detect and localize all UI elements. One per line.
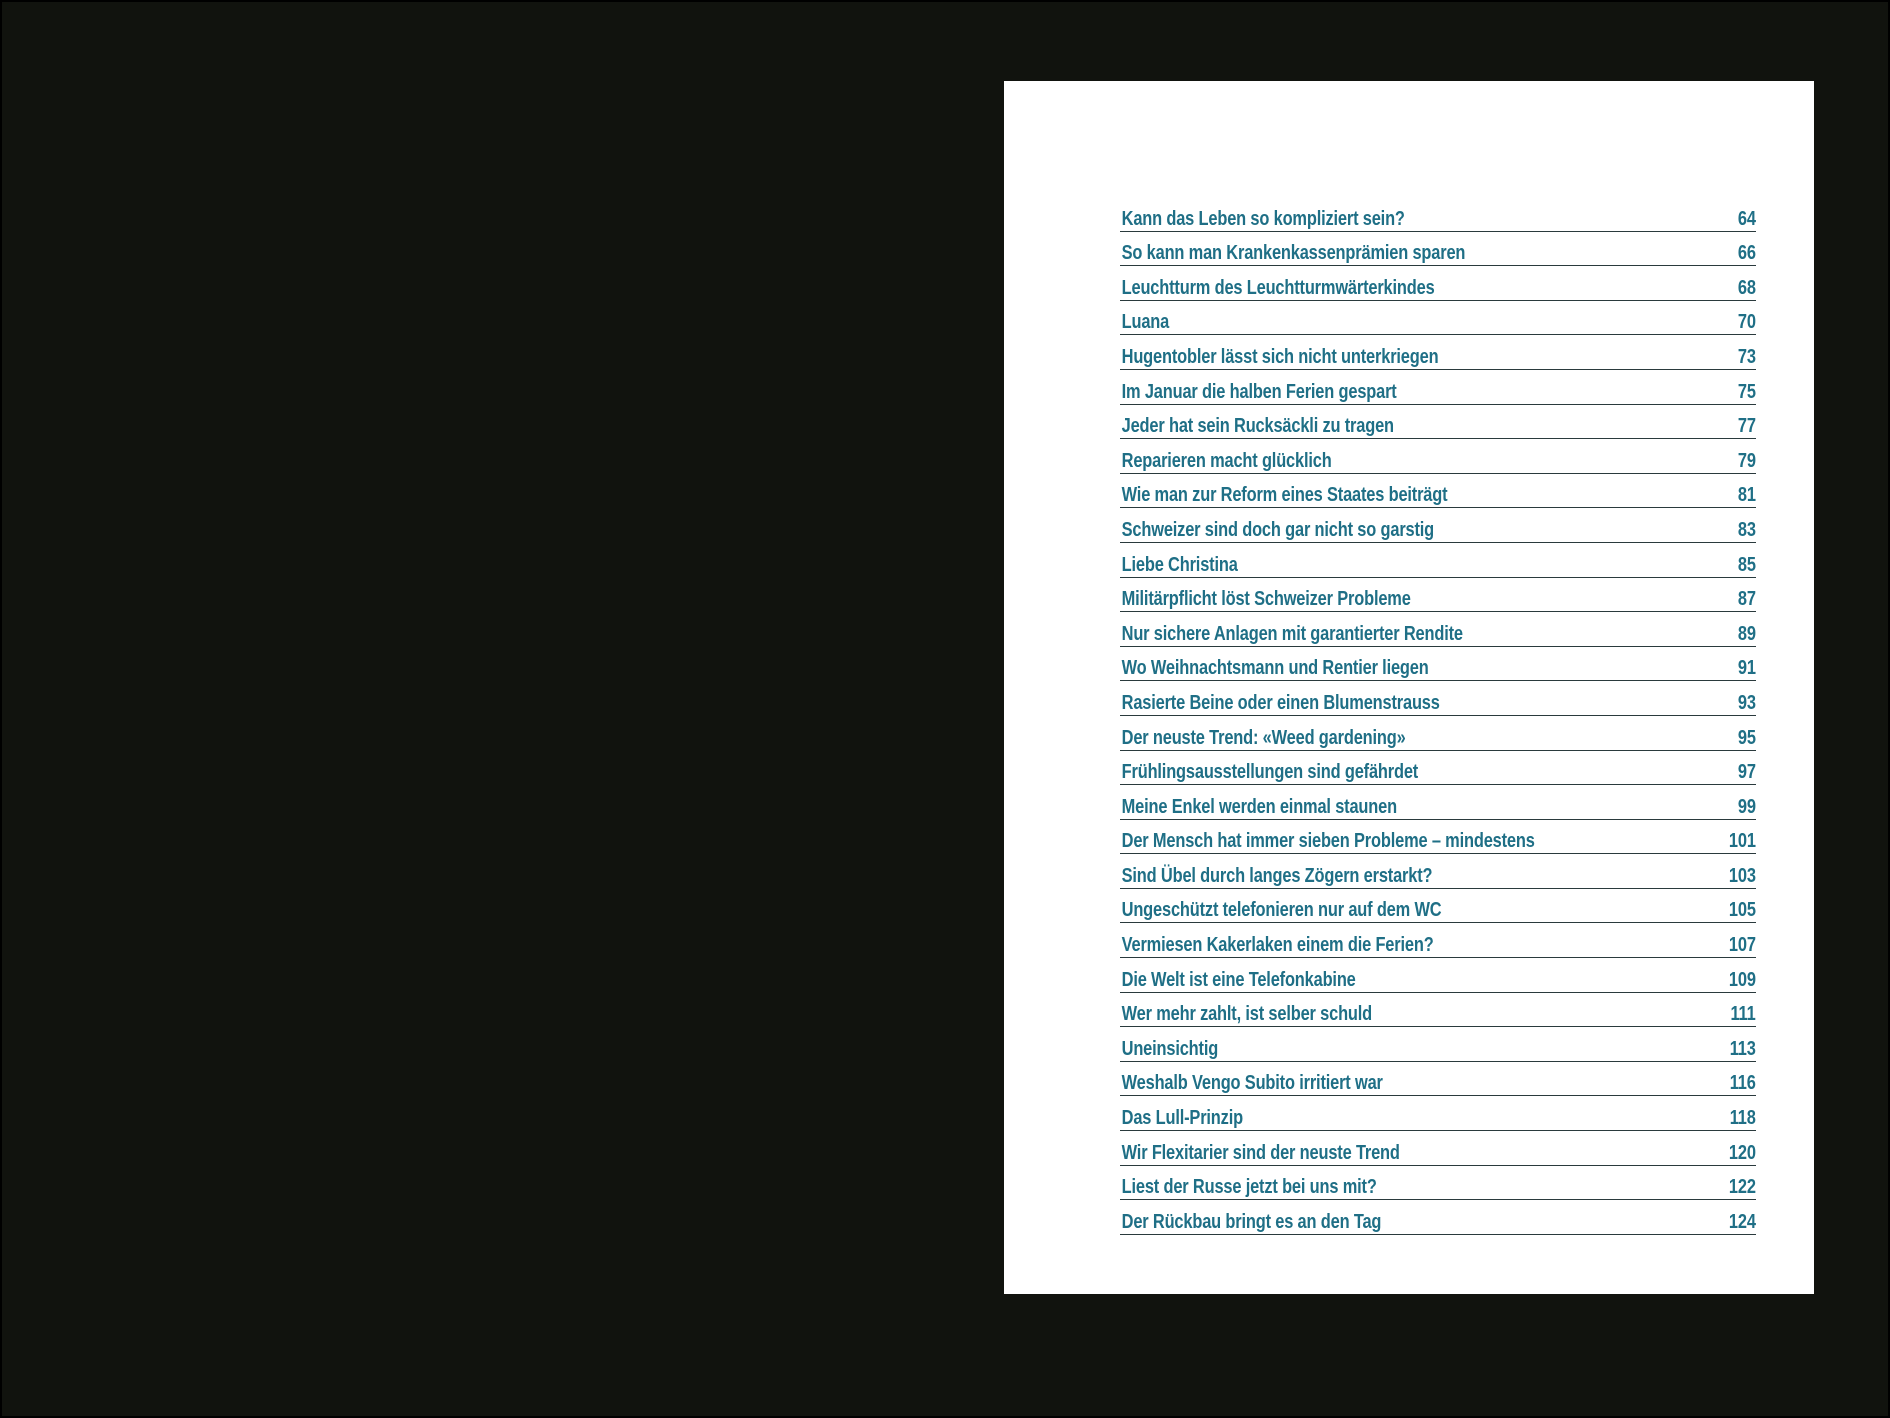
toc-entry-page-number: 85 — [1738, 553, 1756, 576]
toc-entry[interactable] — [1120, 1062, 1756, 1097]
toc-entry-title: Militärpflicht löst Schweizer Probleme — [1121, 588, 1411, 611]
toc-entry[interactable] — [1120, 578, 1756, 613]
toc-entry-title: Wer mehr zahlt, ist selber schuld — [1121, 1003, 1373, 1026]
toc-entry-page-number: 101 — [1729, 830, 1756, 853]
toc-entry-title: Weshalb Vengo Subito irritiert war — [1121, 1072, 1383, 1095]
toc-entry-page-number: 75 — [1738, 380, 1756, 403]
toc-entry-title: Nur sichere Anlagen mit garantierter Rendite — [1121, 622, 1463, 645]
toc-entry-page-number: 111 — [1730, 1003, 1756, 1026]
toc-entry-title: Reparieren macht glücklich — [1121, 449, 1332, 472]
toc-entry-title: Der neuste Trend: «Weed gardening» — [1121, 726, 1406, 749]
toc-entry-title: Das Lull-Prinzip — [1121, 1107, 1243, 1130]
toc-entry-page-number: 91 — [1738, 657, 1756, 680]
toc-entry-page-number: 68 — [1738, 276, 1756, 299]
toc-entry-title: Ungeschützt telefonieren nur auf dem WC — [1121, 899, 1442, 922]
toc-entry-page-number: 122 — [1729, 1176, 1756, 1199]
toc-entry-title: Schweizer sind doch gar nicht so garstig — [1121, 518, 1435, 541]
toc-entry-page-number: 99 — [1738, 795, 1756, 818]
toc-entry-page-number: 118 — [1730, 1107, 1756, 1130]
toc-entry-page-number: 87 — [1738, 588, 1756, 611]
toc-entry[interactable] — [1120, 958, 1756, 993]
toc-entry-title: So kann man Krankenkassenprämien sparen — [1121, 242, 1466, 265]
toc-entry[interactable] — [1120, 266, 1756, 301]
toc-entry-page-number: 83 — [1738, 518, 1756, 541]
toc-entry-page-number: 124 — [1729, 1210, 1756, 1233]
toc-entry[interactable] — [1120, 889, 1756, 924]
toc-entry-title: Leuchtturm des Leuchtturmwärterkindes — [1121, 276, 1435, 299]
toc-entry[interactable] — [1120, 1096, 1756, 1131]
toc-entry-title: Vermiesen Kakerlaken einem die Ferien? — [1121, 934, 1434, 957]
toc-entry[interactable] — [1120, 543, 1756, 578]
toc-entry[interactable] — [1120, 681, 1756, 716]
toc-entry-title: Wo Weihnachtsmann und Rentier liegen — [1121, 657, 1429, 680]
toc-entry-title: Liest der Russe jetzt bei uns mit? — [1121, 1176, 1377, 1199]
toc-entry-page-number: 105 — [1729, 899, 1756, 922]
toc-entry[interactable] — [1120, 647, 1756, 682]
toc-entry[interactable] — [1120, 439, 1756, 474]
toc-entry-page-number: 109 — [1729, 968, 1756, 991]
toc-entry-page-number: 107 — [1729, 934, 1756, 957]
toc-entry-title: Frühlingsausstellungen sind gefährdet — [1121, 761, 1419, 784]
toc-entry[interactable] — [1120, 232, 1756, 267]
toc-entry[interactable] — [1120, 751, 1756, 786]
toc-entry-page-number: 97 — [1738, 761, 1756, 784]
toc-entry-page-number: 95 — [1738, 726, 1756, 749]
toc-entry-page-number: 66 — [1738, 242, 1756, 265]
toc-entry[interactable] — [1120, 854, 1756, 889]
table-of-contents — [1120, 197, 1756, 1235]
toc-entry[interactable] — [1120, 301, 1756, 336]
toc-entry[interactable] — [1120, 1027, 1756, 1062]
toc-entry-title: Sind Übel durch langes Zögern erstarkt? — [1121, 864, 1433, 887]
toc-entry[interactable] — [1120, 1200, 1756, 1235]
toc-entry[interactable] — [1120, 474, 1756, 509]
toc-entry[interactable] — [1120, 785, 1756, 820]
toc-entry[interactable] — [1120, 405, 1756, 440]
toc-entry-title: Luana — [1121, 311, 1170, 334]
toc-entry-title: Hugentobler lässt sich nicht unterkriegen — [1121, 345, 1439, 368]
toc-entry[interactable] — [1120, 370, 1756, 405]
document-page — [1004, 81, 1814, 1294]
toc-entry[interactable] — [1120, 820, 1756, 855]
toc-entry-page-number: 113 — [1730, 1037, 1756, 1060]
toc-entry-page-number: 79 — [1738, 449, 1756, 472]
toc-entry-title: Liebe Christina — [1121, 553, 1238, 576]
toc-entry-title: Kann das Leben so kompliziert sein? — [1121, 207, 1405, 230]
toc-entry[interactable] — [1120, 993, 1756, 1028]
toc-entry-title: Die Welt ist eine Telefonkabine — [1121, 968, 1356, 991]
toc-entry[interactable] — [1120, 923, 1756, 958]
toc-entry[interactable] — [1120, 197, 1756, 232]
toc-entry-page-number: 103 — [1729, 864, 1756, 887]
toc-entry-page-number: 70 — [1738, 311, 1756, 334]
toc-entry[interactable] — [1120, 335, 1756, 370]
toc-entry-title: Jeder hat sein Rucksäckli zu tragen — [1121, 415, 1394, 438]
toc-entry[interactable] — [1120, 716, 1756, 751]
toc-entry-page-number: 120 — [1729, 1141, 1756, 1164]
toc-entry[interactable] — [1120, 1166, 1756, 1201]
toc-entry-title: Rasierte Beine oder einen Blumenstrauss — [1121, 691, 1440, 714]
toc-entry-page-number: 73 — [1738, 345, 1756, 368]
toc-entry-title: Der Rückbau bringt es an den Tag — [1121, 1210, 1382, 1233]
toc-entry-title: Wir Flexitarier sind der neuste Trend — [1121, 1141, 1400, 1164]
toc-entry-page-number: 89 — [1738, 622, 1756, 645]
toc-entry[interactable] — [1120, 508, 1756, 543]
toc-entry-title: Wie man zur Reform eines Staates beiträgt — [1121, 484, 1448, 507]
toc-entry-page-number: 64 — [1738, 207, 1756, 230]
toc-entry-title: Der Mensch hat immer sieben Probleme – mindestens — [1121, 830, 1535, 853]
toc-entry[interactable] — [1120, 612, 1756, 647]
toc-entry-title: Im Januar die halben Ferien gespart — [1121, 380, 1397, 403]
toc-entry-title: Uneinsichtig — [1121, 1037, 1219, 1060]
toc-entry-page-number: 77 — [1738, 415, 1756, 438]
toc-entry[interactable] — [1120, 1131, 1756, 1166]
toc-entry-page-number: 93 — [1738, 691, 1756, 714]
toc-entry-title: Meine Enkel werden einmal staunen — [1121, 795, 1397, 818]
toc-entry-page-number: 81 — [1738, 484, 1756, 507]
toc-entry-page-number: 116 — [1730, 1072, 1756, 1095]
